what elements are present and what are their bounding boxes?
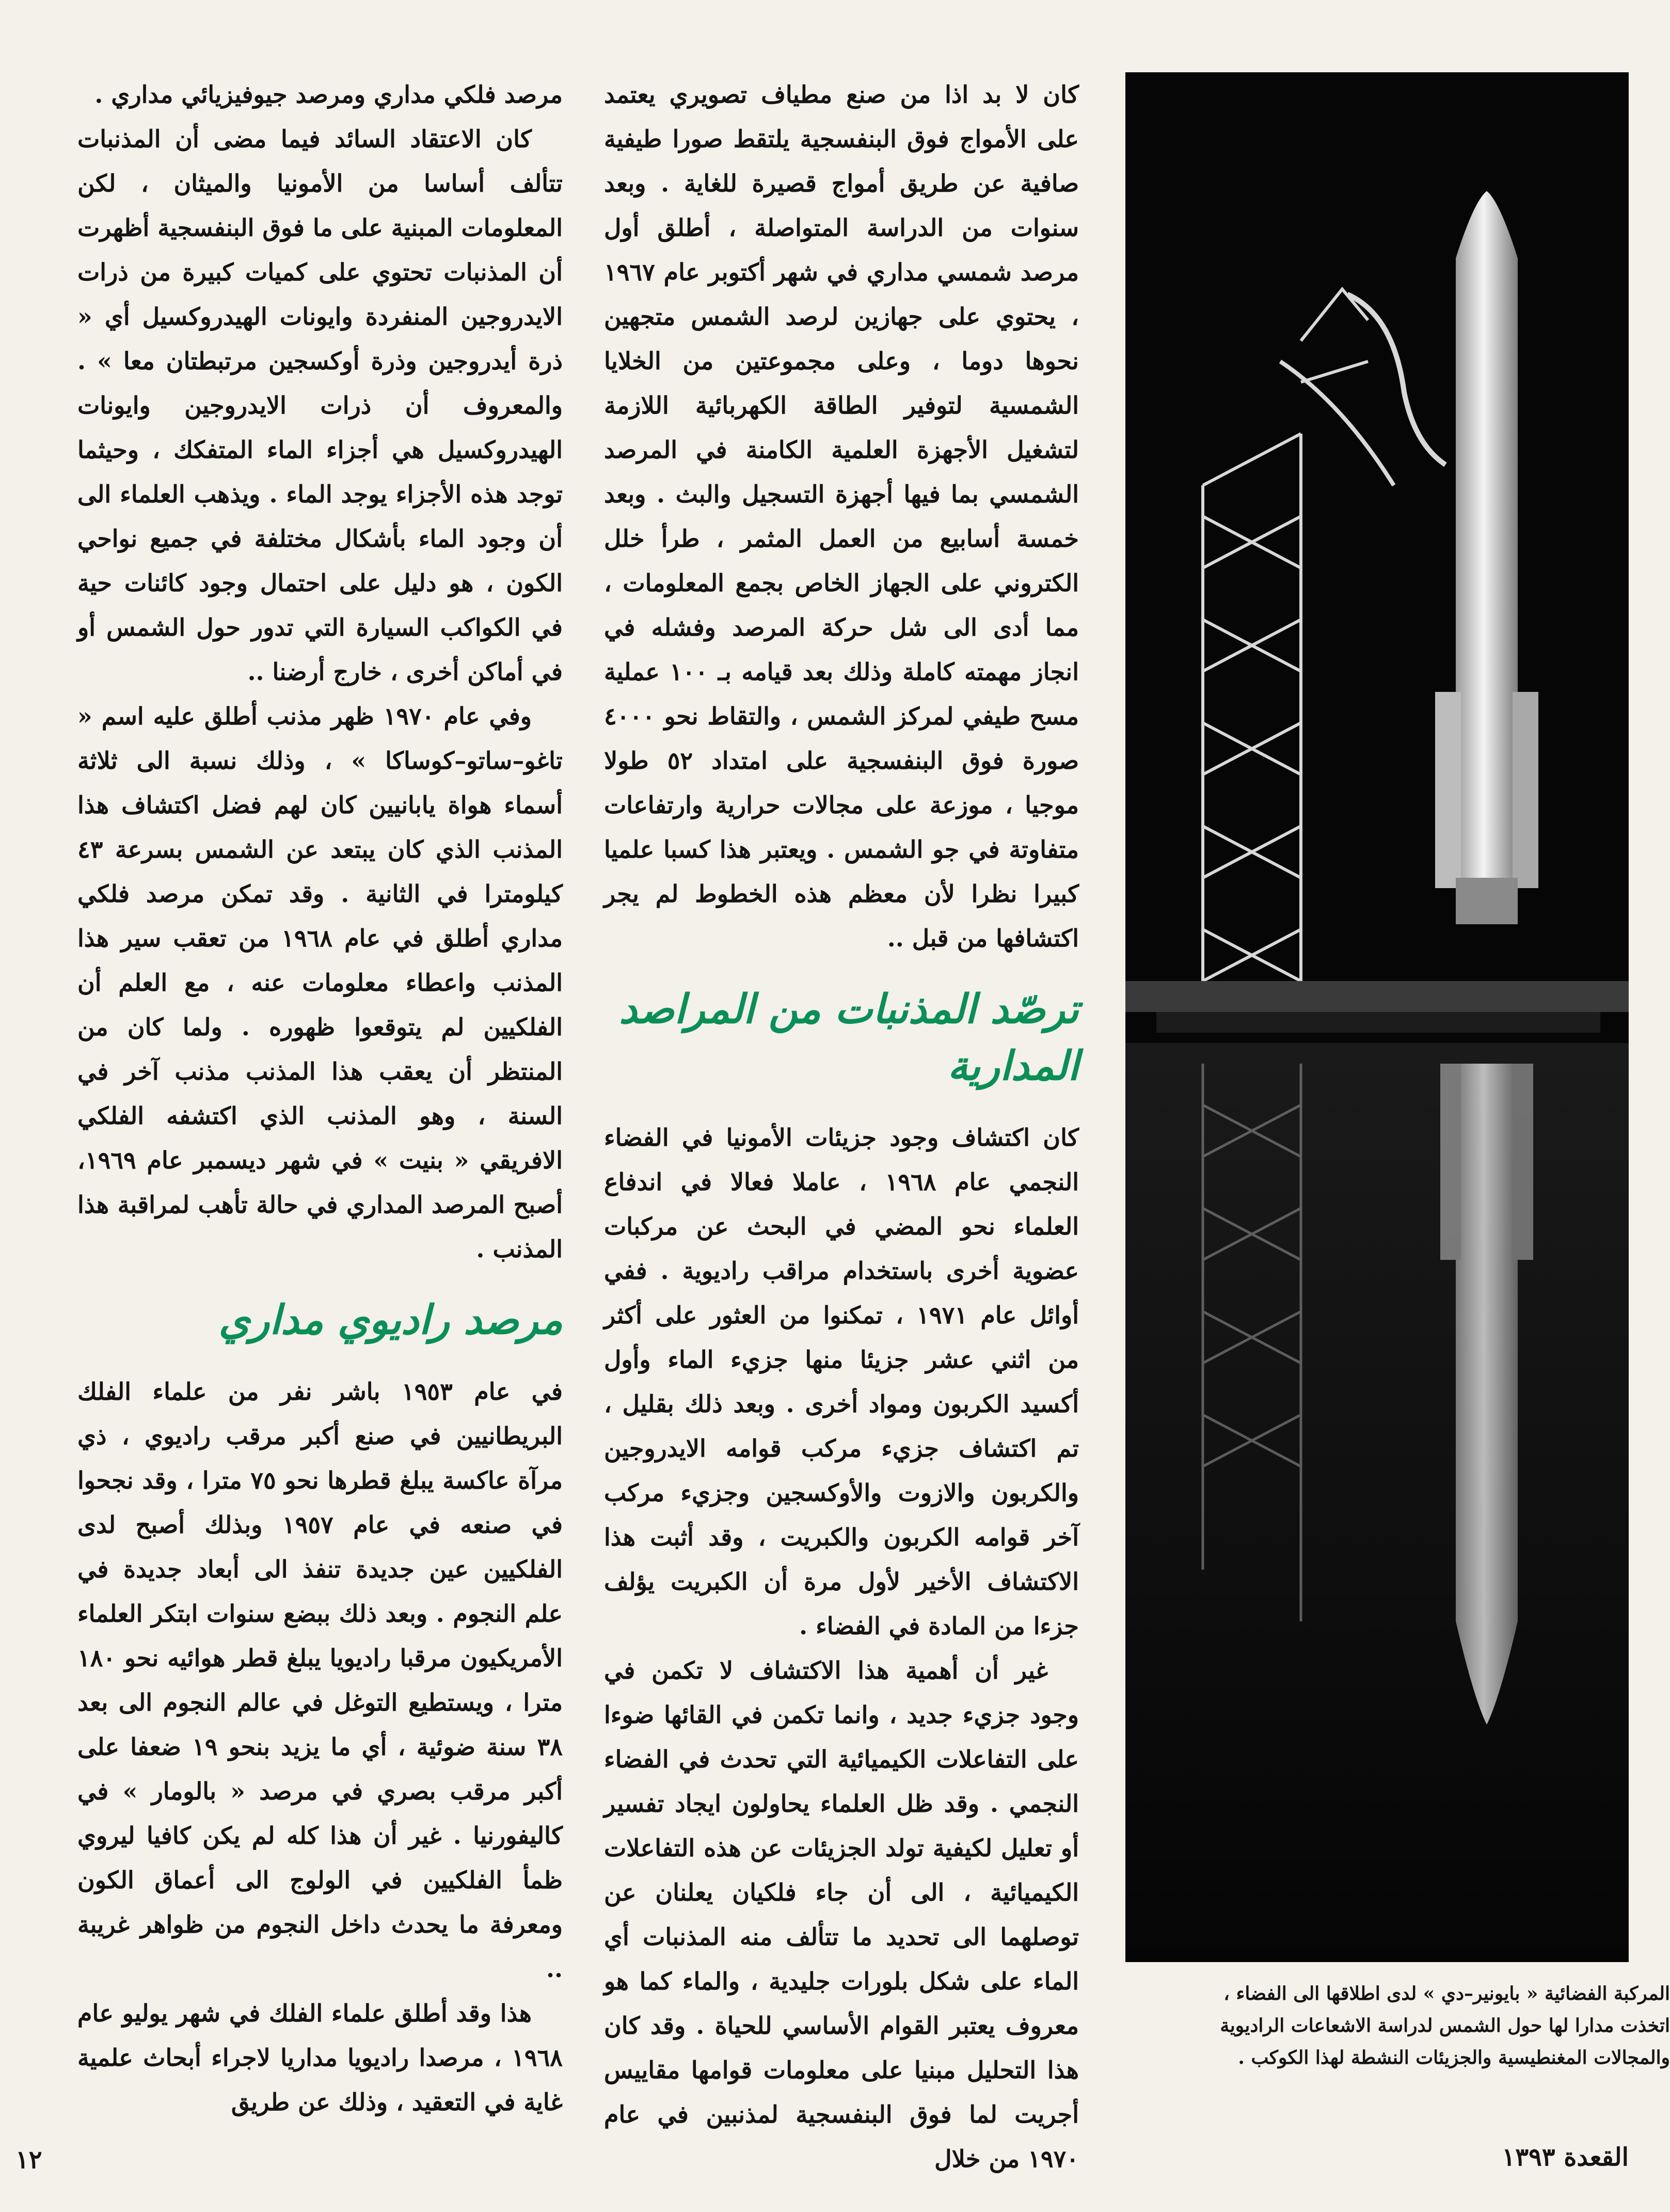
rocket-illustration <box>1125 72 1629 1962</box>
left-paragraph-3: وفي عام ١٩٧٠ ظهر مذنب أطلق عليه اسم « تاغو–ساتو–كوساكا » ، وذلك نسبة الى ثلاثة أسماء هواة يابانيين كان لهم فضل اكتشاف هذا المذنب الذي كان يبتعد عن الشمس بسرعة ٤٣ كيلومترا في الثانية . وقد تمكن مرصد فلكي مداري أطلق في عام ١٩٦٨ من تعقب سير هذا المذنب واعطاء معلومات عنه ، مع العلم أن الفلكيين لم يتوقعوا ظهوره . ولما كان من المنتظر أن يعقب هذا المذنب مذنب آخر في السنة ، وهو المذنب الذي اكتشفه الفلكي الافريقي « بنيت » في شهر ديسمبر عام ١٩٦٩، أصبح المرصد المداري في حالة تأهب لمراقبة هذا المذنب . <box>77 702 563 1263</box>
left-paragraph-2: كان الاعتقاد السائد فيما مضى أن المذنبات تتألف أساسا من الأمونيا والميثان ، لكن المعلومات المبنية على ما فوق البنفسجية أظهرت أن المذنبات تحتوي على كميات كبيرة من ذرات الايدروجين المنفردة وايونات الهيدروكسيل أي « ذرة أيدروجين وذرة أوكسجين مرتبطتان معا » . والمعروف أن ذرات الايدروجين وايونات الهيدروكسيل هي أجزاء الماء المتفكك ، وحيثما توجد هذه الأجزاء يوجد الماء . ويذهب العلماء الى أن وجود الماء بأشكال مختلفة في جميع نواحي الكون ، هو دليل على احتمال وجود كائنات حية في الكواكب السيارة التي تدور حول الشمس أو في أماكن أخرى ، خارج أرضنا .. <box>77 125 563 686</box>
left-paragraph-1: مرصد فلكي مداري ومرصد جيوفيزيائي مداري . <box>94 81 563 108</box>
section-heading-radio-observatory: مرصد راديوي مداري <box>218 1297 563 1344</box>
rocket-launch-photo <box>1125 72 1629 1962</box>
issue-label: القعدة ١٣٩٣ <box>1502 2143 1629 2172</box>
middle-paragraph-3: غير أن أهمية هذا الاكتشاف لا تكمن في وجود جزيء جديد ، وانما تكمن في القائها ضوءا على التفاعلات الكيميائية التي تحدث في الفضاء النجمي . وقد ظل العلماء يحاولون ايجاد تفسير أو تعليل لكيفية تولد الجزيئات عن هذه التفاعلات الكيميائية ، الى أن جاء فلكيان يعلنان عن توصلهما الى تحديد ما تتألف منه المذنبات أي الماء على شكل بلورات جليدية ، والماء كما هو معروف يعتبر القوام الأساسي للحياة . وقد كان هذا التحليل مبنيا على معلومات قوامها مقاييس أجريت لما فوق البنفسجية لمذنبين في عام ١٩٧٠ من خلال <box>604 1656 1079 2173</box>
left-text-column <box>77 72 563 2116</box>
middle-paragraph-1: كان لا بد اذا من صنع مطياف تصويري يعتمد على الأمواج فوق البنفسجية يلتقط صورا طيفية صافية عن طريق أمواج قصيرة للغاية . وبعد سنوات من الدراسة المتواصلة ، أطلق أول مرصد شمسي مداري في شهر أكتوبر عام ١٩٦٧ ، يحتوي على جهازين لرصد الشمس متجهين نحوها دوما ، وعلى مجموعتين من الخلايا الشمسية لتوفير الطاقة الكهربائية اللازمة لتشغيل الأجهزة العلمية الكامنة في المرصد الشمسي بما فيها أجهزة التسجيل والبث . وبعد خمسة أسابيع من العمل المثمر ، طرأ خلل الكتروني على الجهاز الخاص بجمع المعلومات ، مما أدى الى شل حركة المرصد وفشله في انجاز مهمته كاملة وذلك بعد قيامه بـ ١٠٠ عملية مسح طيفي لمركز الشمس ، والتقاط نحو ٤٠٠٠ صورة فوق البنفسجية على امتداد ٥٢ طولا موجيا ، موزعة على مجالات حرارية وارتفاعات متفاوتة في جو الشمس . ويعتبر هذا كسبا علميا كبيرا نظرا لأن معظم هذه الخطوط لم يجر اكتشافها من قبل .. <box>604 81 1079 952</box>
left-paragraph-5: هذا وقد أطلق علماء الفلك في شهر يوليو عام ١٩٦٨ ، مرصدا راديويا مداريا لاجراء أبحاث علمية غاية في التعقيد ، وذلك عن طريق <box>77 1999 563 2116</box>
page-number: ١٢ <box>15 2145 42 2174</box>
caption-line-3: والمجالات المغنطيسية والجزيئات النشطة لهذا الكوكب . <box>1238 2047 1670 2068</box>
section-heading-comets: ترصّد المذنبات من المراصد المدارية <box>619 986 1079 1089</box>
caption-line-2: اتخذت مدارا لها حول الشمس لدراسة الاشعاعات الراديوية <box>1220 2015 1670 2036</box>
photo-caption <box>1125 1978 1670 2074</box>
caption-line-1: المركبة الفضائية « بايونير–دي » لدى اطلاقها الى الفضاء ، <box>1223 1983 1670 2004</box>
left-paragraph-4: في عام ١٩٥٣ باشر نفر من علماء الفلك البريطانيين في صنع أكبر مرقب راديوي ، ذي مرآة عاكسة يبلغ قطرها نحو ٧٥ مترا ، وقد نجحوا في صنعه في عام ١٩٥٧ وبذلك أصبح لدى الفلكيين عين جديدة تنفذ الى أبعاد جديدة في علم النجوم . وبعد ذلك ببضع سنوات ابتكر العلماء الأمريكيون مرقبا راديويا يبلغ قطر هوائيه نحو ١٨٠ مترا ، ويستطيع التوغل في عالم النجوم الى بعد ٣٨ سنة ضوئية ، أي ما يزيد بنحو ١٩ ضعفا على أكبر مرقب بصري في مرصد « بالومار » في كاليفورنيا . غير أن هذا كله لم يكن كافيا ليروي ظمأ الفلكيين في الولوج الى أعماق الكون ومعرفة ما يحدث داخل النجوم من ظواهر غريبة .. <box>77 1378 563 1983</box>
middle-text-column <box>604 72 1079 2173</box>
middle-paragraph-2: كان اكتشاف وجود جزيئات الأمونيا في الفضاء النجمي عام ١٩٦٨ ، عاملا فعالا في اندفاع العلماء نحو المضي في البحث عن مركبات عضوية أخرى باستخدام مراقب راديوية . ففي أوائل عام ١٩٧١ ، تمكنوا من العثور على أكثر من اثني عشر جزيئا منها جزيء الماء وأول أكسيد الكربون ومواد أخرى . وبعد ذلك بقليل ، تم اكتشاف جزيء مركب قوامه الايدروجين والكربون والازوت والأوكسجين وجزيء مركب آخر قوامه الكربون والكبريت ، وقد أثبت هذا الاكتشاف الأخير لأول مرة أن الكبريت يؤلف جزءا من المادة في الفضاء . <box>604 1124 1079 1640</box>
